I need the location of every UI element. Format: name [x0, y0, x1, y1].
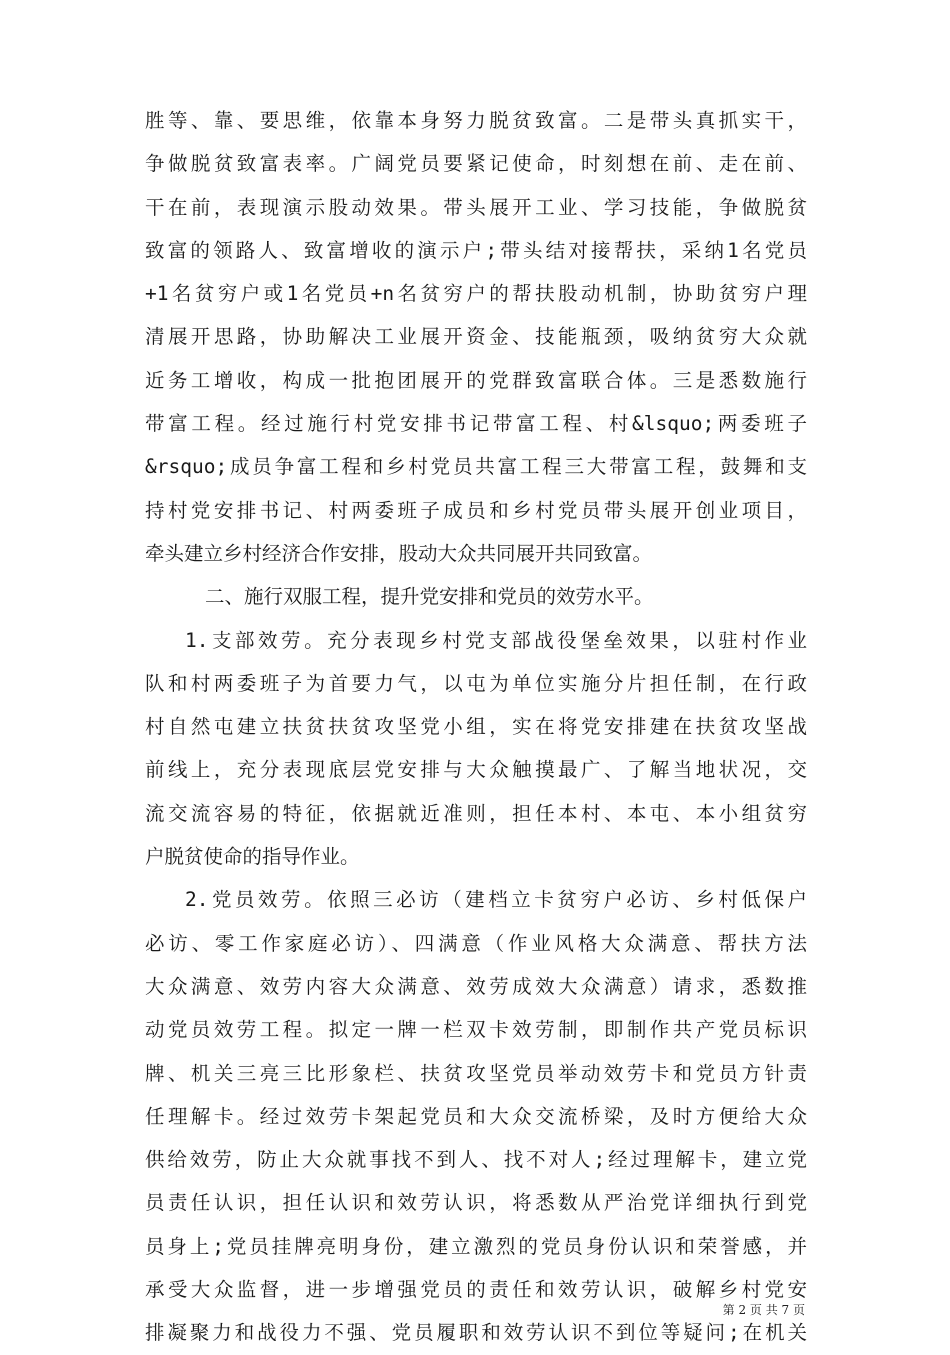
text-line: 清展开思路，协助解决工业展开资金、技能瓶颈，吸纳贫穷大众就	[145, 325, 807, 349]
text-line: 供给效劳，防止大众就事找不到人、找不对人;经过理解卡，建立党	[145, 1148, 807, 1172]
text-line: +1名贫穷户或1名党员+n名贫穷户的帮扶股动机制，协助贫穷户理	[145, 282, 807, 306]
text-line: 致富的领路人、致富增收的演示户;带头结对接帮扶，采纳1名党员	[145, 238, 807, 262]
text-line: 牵头建立乡村经济合作安排，股动大众共同展开共同致富。	[145, 541, 653, 565]
text-line: 持村党安排书记、村两委班子成员和乡村党员带头展开创业项目，	[145, 498, 807, 522]
text-line: 近务工增收，构成一批抱团展开的党群致富联合体。三是悉数施行	[145, 368, 807, 392]
text-line: 争做脱贫致富表率。广阔党员要紧记使命，时刻想在前、走在前、	[145, 152, 807, 176]
text-line: 牌、机关三亮三比形象栏、扶贫攻坚党员举动效劳卡和党员方针责	[145, 1061, 807, 1085]
text-line: 动党员效劳工程。拟定一牌一栏双卡效劳制，即制作共产党员标识	[145, 1018, 807, 1042]
text-line: 必访、零工作家庭必访）、四满意（作业风格大众满意、帮扶方法	[145, 931, 807, 955]
text-line: 二、施行双服工程，提升党安排和党员的效劳水平。	[205, 585, 654, 609]
text-line: 任理解卡。经过效劳卡架起党员和大众交流桥梁，及时方便给大众	[145, 1104, 807, 1128]
text-line: 流交流容易的特征，依据就近准则，担任本村、本屯、本小组贫穷	[145, 801, 807, 825]
text-line: 大众满意、效劳内容大众满意、效劳成效大众满意）请求，悉数推	[145, 974, 807, 998]
paragraph	[145, 619, 807, 879]
section-heading	[145, 575, 807, 618]
text-line: 1.支部效劳。充分表现乡村党支部战役堡垒效果，以驻村作业	[185, 628, 807, 652]
text-line: 2.党员效劳。依照三必访（建档立卡贫穷户必访、乡村低保户	[185, 888, 807, 912]
text-line: 承受大众监督，进一步增强党员的责任和效劳认识，破解乡村党安	[145, 1278, 807, 1302]
page-number-footer: 第 2 页 共 7 页	[722, 1303, 805, 1317]
text-line: 户脱贫使命的指导作业。	[145, 845, 360, 869]
document-body	[145, 99, 807, 1355]
paragraph	[145, 99, 807, 575]
text-line: 村自然屯建立扶贫扶贫攻坚党小组，实在将党安排建在扶贫攻坚战	[145, 715, 807, 739]
text-line: 员责任认识，担任认识和效劳认识，将悉数从严治党详细执行到党	[145, 1191, 807, 1215]
text-line: 员身上;党员挂牌亮明身份，建立激烈的党员身份认识和荣誉感，并	[145, 1234, 807, 1258]
paragraph	[145, 878, 807, 1354]
text-line: 队和村两委班子为首要力气，以屯为单位实施分片担任制，在行政	[145, 671, 807, 695]
text-line: 胜等、靠、要思维，依靠本身努力脱贫致富。二是带头真抓实干，	[145, 109, 807, 132]
text-line: &rsquo;成员争富工程和乡村党员共富工程三大带富工程，鼓舞和支	[145, 455, 807, 479]
text-line: 干在前，表现演示股动效果。带头展开工业、学习技能，争做脱贫	[145, 195, 807, 219]
text-line: 排凝聚力和战役力不强、党员履职和效劳认识不到位等疑问;在机关	[145, 1321, 807, 1345]
text-line: 带富工程。经过施行村党安排书记带富工程、村&lsquo;两委班子	[145, 412, 807, 436]
text-line: 前线上，充分表现底层党安排与大众触摸最广、了解当地状况，交	[145, 758, 807, 782]
